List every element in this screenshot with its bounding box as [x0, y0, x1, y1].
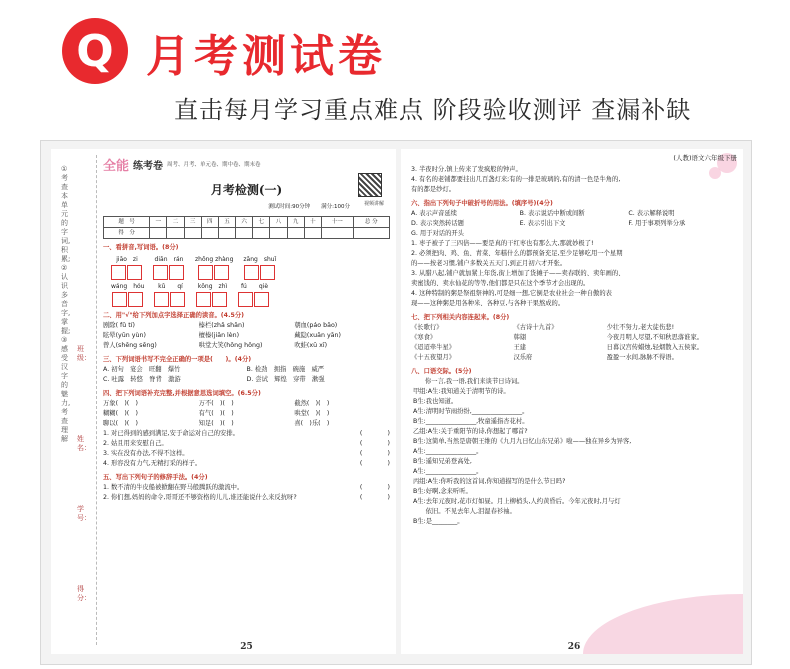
pinyin-text: zāng shuǐ	[243, 256, 277, 263]
answer-blank[interactable]: ( )	[359, 430, 390, 437]
score-row-label: 得 分	[104, 228, 150, 239]
dash-item	[411, 239, 737, 249]
writing-box[interactable]	[112, 292, 127, 307]
section-5-items	[103, 483, 390, 503]
score-header-cell: 二	[167, 217, 184, 228]
writing-box[interactable]	[244, 265, 259, 280]
definition-item	[103, 429, 390, 439]
dialog-line	[413, 437, 737, 447]
writing-boxes	[198, 265, 230, 280]
promo-banner	[0, 0, 790, 135]
rhetoric-item-text: 1. 数不清的牛皮船被掀翻在野马般腾跃的激流中。	[103, 484, 244, 491]
dialog-line	[413, 447, 737, 457]
right-page	[401, 149, 743, 654]
dialog-line-text: 丙组:A生:你听我的这首词,你知道描写的是什么节日吗?	[413, 478, 566, 485]
pinyin-group	[111, 282, 144, 307]
side-field-number: 学号：	[77, 505, 91, 522]
section-8-intro: 你一言,我一语,我们来谈节日诗词。	[425, 378, 524, 385]
dash-item-text: 3. 从腊八起,铺户就加紧上年货,街上增加了货摊子——卖春联的、卖年画的、	[411, 270, 625, 277]
banner-subtitle: 直击每月学习重点难点 阶段验收测评 查漏补缺	[174, 96, 692, 124]
score-cell[interactable]	[287, 228, 304, 239]
matching-row	[411, 323, 737, 333]
dash-item-text: 1. 枣子被子了三四倍——要是真的干红枣也有那么大,那就妙极了!	[411, 240, 594, 247]
score-header-cell: 六	[236, 217, 253, 228]
idiom-blank: 万不( )( )	[198, 400, 234, 407]
sentence-item-text: 4. 有名的老铺都要挂出几百盏灯来;有的一排是玻璃的,有的清一色是牛角的,	[411, 176, 621, 183]
pinyin-row-1	[111, 255, 390, 280]
pinyin-group	[243, 255, 276, 280]
brand-logo: 全能	[103, 158, 130, 174]
side-field-class: 班级：	[77, 345, 91, 362]
idiom-blank: 万象( )( )	[103, 400, 139, 407]
dialog-line-text: B生:________________,牧童遥指杏花村。	[413, 418, 529, 425]
writing-boxes	[244, 265, 276, 280]
qr-caption: 视频讲解	[363, 201, 384, 207]
dialog-line	[413, 387, 737, 397]
score-header-cell: 十一	[321, 217, 353, 228]
dialog-line	[413, 467, 737, 477]
dialog-lines	[411, 387, 737, 527]
dash-item	[411, 279, 737, 289]
reading-choice: 哄堂大笑(hōng hǒng)	[198, 342, 263, 349]
writing-box[interactable]	[196, 292, 211, 307]
test-meta: 测试时间:90分钟 满分:100分	[268, 204, 350, 210]
writing-box[interactable]	[128, 292, 143, 307]
dialog-line	[413, 497, 737, 507]
score-cell[interactable]	[218, 228, 235, 239]
writing-box[interactable]	[254, 292, 269, 307]
reading-choice: 眩晕(yūn yùn)	[103, 332, 146, 339]
test-title: 月考检测(一)	[210, 183, 283, 197]
dash-item	[411, 249, 737, 259]
score-header-cell: 三	[184, 217, 201, 228]
score-header-cell: 十	[304, 217, 321, 228]
score-header-cell: 八	[270, 217, 287, 228]
dialog-line-text: B生:我也知道。	[413, 398, 458, 405]
matching-cell[interactable]: 《十五夜望月》	[411, 354, 456, 361]
dash-item-text: 卖蜜饯的、卖水仙花的等等,他们都是只在这个季节才会出现的。	[411, 280, 590, 287]
idiom-blank: 知足( )( )	[198, 420, 234, 427]
dialog-line-text: B生:是________。	[413, 518, 464, 525]
section-2-title: 二、用"√"给下列加点字选择正确的读音。(4.5分)	[103, 312, 245, 319]
continued-items	[411, 165, 737, 195]
writing-boxes	[196, 292, 228, 307]
left-content	[103, 153, 390, 650]
score-cell[interactable]	[184, 228, 201, 239]
rhetoric-item	[103, 493, 390, 503]
matching-row	[411, 353, 737, 363]
matching-cell[interactable]: 《迢迢牵牛星》	[411, 344, 456, 351]
reading-choice: 曾人(shēng sēng)	[103, 342, 157, 349]
section-5-title: 五、写出下列句子的修辞手法。(4分)	[103, 474, 208, 481]
idiom-blank: 聊以( )( )	[103, 420, 139, 427]
sentence-item-text: 3. 半夜时分,镇上传来了发疯般的钟声。	[411, 166, 522, 173]
score-cell[interactable]	[167, 228, 184, 239]
matching-cell[interactable]: 少壮不努力,老大徒伤悲!	[606, 324, 675, 331]
pinyin-row-2	[111, 282, 390, 307]
section-6-options	[411, 209, 737, 229]
section-7-title: 七、把下列相关内容连起来。(8分)	[411, 314, 510, 321]
dash-usage-option: A. 表示声音延续	[411, 210, 457, 217]
score-header-cell: 四	[201, 217, 218, 228]
score-header-cell: 总 分	[353, 217, 389, 228]
definition-item	[103, 459, 390, 469]
dialog-line-text: A生:去年元夜时,花市灯如昼。月上柳梢头,人约黄昏后。今年元夜时,月与灯	[413, 498, 621, 505]
pinyin-text: zhōng zhàng	[195, 256, 234, 263]
right-content	[411, 153, 737, 650]
writing-boxes	[153, 265, 185, 280]
brand-header	[103, 153, 390, 175]
section-8-title: 八、口语交际。(5分)	[411, 368, 472, 375]
answer-blank[interactable]: ( )	[359, 460, 390, 467]
dialog-line	[413, 417, 737, 427]
section-2-items	[103, 321, 390, 351]
pinyin-group	[195, 255, 233, 280]
pinyin-text: kōng zhì	[197, 283, 228, 290]
matching-cell[interactable]: 今夜月明人尽望,不知秋思落谁家。	[606, 334, 704, 341]
score-cell[interactable]	[201, 228, 218, 239]
writing-box[interactable]	[170, 292, 185, 307]
idiom-blank: 糊糊( )( )	[103, 410, 139, 417]
dialog-line	[413, 487, 737, 497]
sentence-item	[411, 175, 737, 185]
book-header: (人教)语文六年级下册	[673, 154, 737, 162]
choice-option: A. 初句 宴会 旺翻 爆竹	[103, 366, 181, 373]
idiom-blank: 哄堂( )( )	[294, 410, 330, 417]
score-header-cell: 一	[150, 217, 167, 228]
dash-item-text: 的——按老习惯,铺户多数关五天门,到正月初六才开张。	[411, 260, 567, 267]
matching-cell[interactable]: 韩翃	[513, 334, 527, 341]
definition-item	[103, 439, 390, 449]
writing-boxes	[111, 265, 143, 280]
rhetoric-item	[103, 483, 390, 493]
section-3-title: 三、下列词语书写不完全正确的一项是( )。(4分)	[103, 356, 252, 363]
section-3-items	[103, 365, 390, 385]
definition-item-text: 3. 实在没有办法,不得不这样。	[103, 450, 189, 457]
dialog-line-text: 甲组:A生:我知道关于清明节的诗。	[413, 388, 510, 395]
dialog-line-text: 乙组:A生:关于重阳节的诗,你想起了哪首?	[413, 428, 528, 435]
idiom-blank: 截然( )( )	[294, 400, 330, 407]
matching-cell[interactable]: 王建	[513, 344, 527, 351]
writing-box[interactable]	[169, 265, 184, 280]
reading-choice: 藏隐(xuān yān)	[294, 332, 341, 339]
writing-box[interactable]	[154, 292, 169, 307]
pinyin-group	[153, 255, 185, 280]
score-table	[103, 216, 390, 239]
sentence-item	[411, 165, 737, 175]
writing-box[interactable]	[127, 265, 142, 280]
score-cell[interactable]	[321, 228, 353, 239]
definition-item-text: 2. 姑且用来安慰自己。	[103, 440, 168, 447]
section-7-matching	[411, 323, 737, 363]
score-cell[interactable]	[270, 228, 287, 239]
matching-cell[interactable]: 《长歌行》	[411, 324, 443, 331]
score-cell[interactable]	[236, 228, 253, 239]
pinyin-group	[111, 255, 143, 280]
choice-option: C. 吐露 转悠 脊背 激游	[103, 376, 181, 383]
reading-choice: 吹蛙(xū xī)	[294, 342, 328, 349]
dialog-line-text: B生:好啊,念来听听。	[413, 488, 472, 495]
writing-boxes	[238, 292, 270, 307]
writing-box[interactable]	[212, 292, 227, 307]
dash-usage-option: B. 表示说话中断或间断	[519, 210, 585, 217]
score-cell[interactable]	[253, 228, 270, 239]
writing-box[interactable]	[111, 265, 126, 280]
q-badge-icon: Q	[62, 18, 128, 84]
dialog-line-text: 依旧。不见去年人,泪湿春衫袖。	[413, 508, 516, 515]
side-field-score: 得分：	[77, 585, 91, 602]
dialog-line	[413, 477, 737, 487]
sentence-item	[411, 185, 737, 195]
section-6-option-g: G. 用于对话的开头	[411, 230, 464, 237]
side-field-name: 姓名：	[77, 435, 91, 452]
section-4-items	[103, 429, 390, 469]
dash-usage-option: F. 用于事项列举分承	[628, 220, 686, 227]
pinyin-text: diān rán	[154, 256, 184, 263]
rhetoric-item-text: 2. 你们想,妈妈的命令,哥哥还不够资格的儿儿,谁还能说什么来反抗呀?	[103, 494, 297, 501]
dash-usage-option: D. 表示突然转话题	[411, 220, 464, 227]
dash-item-text: 现——这种粥是用各种米、各种豆,与各种干果熬成的。	[411, 300, 565, 307]
pinyin-group	[154, 282, 186, 307]
brand-name: 练考卷	[133, 160, 164, 172]
reading-choice: 榛栏(zhǎ shān)	[198, 322, 245, 329]
page-number-right: 26	[567, 642, 581, 652]
dialog-line-text: A生:________________。	[413, 448, 483, 455]
dialog-line-text: B生:这简单,当然是唐朝王维的《九月九日忆山东兄弟》啦——独在异乡为异客,	[413, 438, 632, 445]
choice-option: B. 检劲 拥指 碗施 威严	[246, 366, 325, 373]
section-6-items	[411, 239, 737, 309]
qr-code-icon[interactable]	[358, 173, 382, 197]
writing-box[interactable]	[214, 265, 229, 280]
score-header-cell: 题 号	[104, 217, 150, 228]
pinyin-group	[196, 282, 228, 307]
writing-boxes	[112, 292, 144, 307]
dialog-line-text: B生:遥知兄弟登高处,	[413, 458, 472, 465]
writing-box[interactable]	[260, 265, 275, 280]
score-header-cell: 七	[253, 217, 270, 228]
dialog-line	[413, 457, 737, 467]
pinyin-text: kǔ qí	[158, 283, 183, 290]
dialog-line-text: A生:清明时节雨纷纷,________________。	[413, 408, 529, 415]
dash-item	[411, 259, 737, 269]
dialog-line	[413, 407, 737, 417]
sentence-item-text: 有的都是纱灯。	[411, 186, 456, 193]
answer-blank[interactable]: ( )	[359, 440, 390, 447]
banner-title: 月考测试卷	[146, 31, 386, 82]
dash-item	[411, 269, 737, 279]
matching-cell[interactable]: 《古诗十九首》	[513, 324, 558, 331]
reading-choice: 剧除( fǔ tí)	[103, 322, 135, 329]
idiom-blank: 有气( )( )	[198, 410, 234, 417]
reading-choice: 朝血(páo bāo)	[294, 322, 338, 329]
matching-row	[411, 333, 737, 343]
idiom-blank: 喜( )乐( )	[294, 420, 330, 427]
side-instructions: ①考查本单元的字词,积累;②认识多音字,掌握;③感受汉字的魅力,考查理解	[61, 165, 71, 443]
definition-item-text: 1. 对已得到的感到满足,安于命运对自己的安排。	[103, 430, 239, 437]
exam-spread	[40, 140, 752, 665]
pinyin-text: wáng hóu	[111, 283, 145, 290]
dash-item	[411, 299, 737, 309]
writing-box[interactable]	[198, 265, 213, 280]
writing-box[interactable]	[153, 265, 168, 280]
dash-usage-option: C. 表示解释说明	[628, 210, 675, 217]
section-4-title: 四、把下列词语补充完整,并根据意思选词填空。(6.5分)	[103, 390, 261, 397]
answer-blank[interactable]: ( )	[359, 484, 390, 491]
score-header-cell: 九	[287, 217, 304, 228]
pinyin-text: jiāo zi	[116, 256, 138, 263]
score-header-cell: 五	[218, 217, 235, 228]
section-6-title: 六、指出下列句子中破折号的用法。(填序号)(4分)	[411, 200, 553, 207]
dash-usage-option: E. 表示引出下文	[519, 220, 566, 227]
section-1-title: 一、看拼音,写词语。(8分)	[103, 244, 179, 251]
dialog-line	[413, 397, 737, 407]
answer-blank[interactable]: ( )	[359, 450, 390, 457]
reading-choice: 檀榛(jiān lèn)	[198, 332, 240, 339]
matching-cell[interactable]: 汉乐府	[513, 354, 533, 361]
dialog-line	[413, 427, 737, 437]
binding-strip	[55, 155, 97, 645]
writing-boxes	[154, 292, 186, 307]
matching-cell[interactable]: 日暮汉宫传蜡烛,轻烟散入五侯家。	[606, 344, 704, 351]
dash-item	[411, 289, 737, 299]
score-cell[interactable]	[150, 228, 167, 239]
definition-item	[103, 449, 390, 459]
left-page	[51, 149, 396, 654]
writing-box[interactable]	[238, 292, 253, 307]
brand-tags: 周考、月考、单元卷、期中卷、期末卷	[167, 162, 261, 168]
section-4-grid	[103, 399, 390, 429]
pinyin-group	[238, 282, 270, 307]
page-number-left: 25	[240, 642, 253, 652]
dialog-line	[413, 517, 737, 527]
dialog-line	[413, 507, 737, 517]
matching-cell[interactable]: 盈盈一水间,脉脉不得语。	[606, 354, 678, 361]
pinyin-text: fú qiè	[240, 283, 269, 290]
answer-blank[interactable]: ( )	[359, 494, 390, 501]
dash-item-text: 4. 这种特制的粥是祭祖祭神的,可是细一想,它倒是农业社会一种自傲的表	[411, 290, 612, 297]
score-cell[interactable]	[304, 228, 321, 239]
dialog-line-text: A生:________________。	[413, 468, 483, 475]
dash-item-text: 2. 必须把肉、鸡、鱼、青菜、年糕什么的都预备充足,至少足够吃用一个星期	[411, 250, 623, 257]
definition-item-text: 4. 形容没有力气,无精打采的样子。	[103, 460, 202, 467]
matching-row	[411, 343, 737, 353]
matching-cell[interactable]: 《寒食》	[411, 334, 437, 341]
choice-option: D. 尝试 辉煌 穿带 漱强	[246, 376, 325, 383]
score-cell[interactable]	[353, 228, 389, 239]
